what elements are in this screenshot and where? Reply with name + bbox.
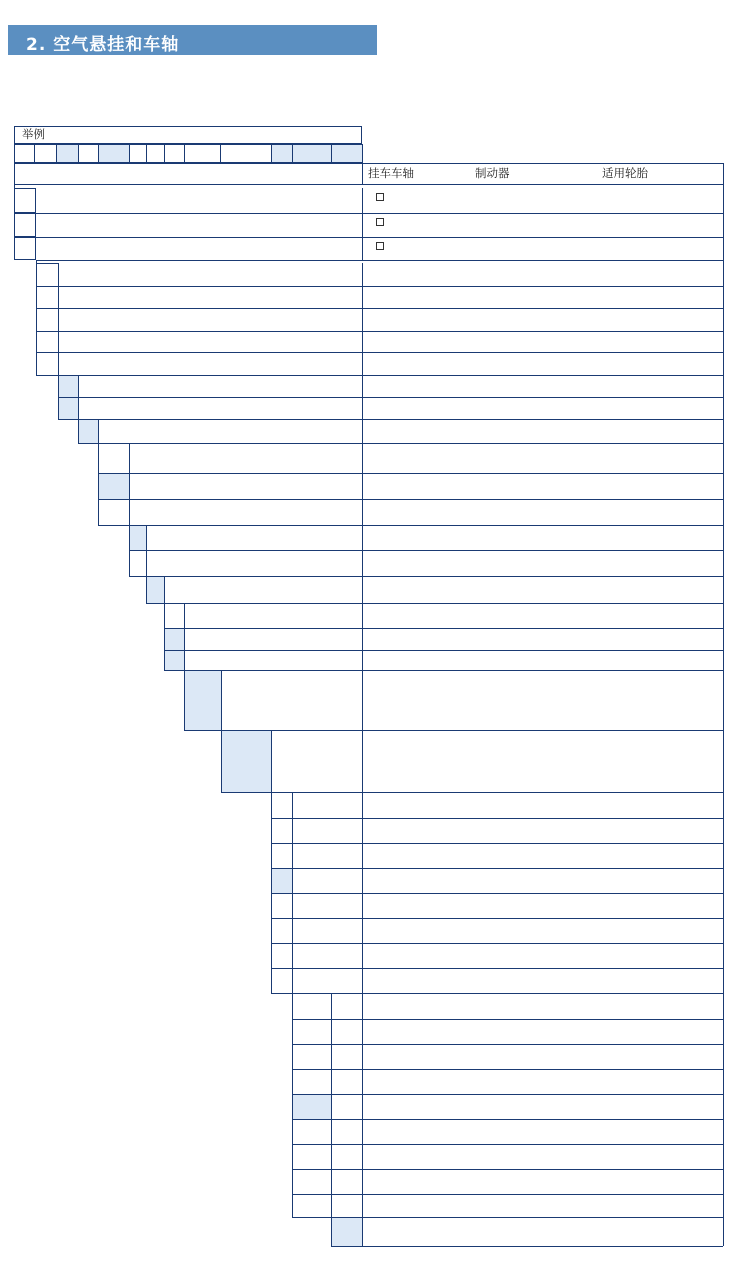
example-code-cell <box>14 144 35 163</box>
code-cell <box>292 1094 332 1120</box>
row-line <box>146 550 723 551</box>
code-cell <box>164 603 185 629</box>
row-line <box>129 499 723 500</box>
row-line <box>78 397 723 398</box>
code-cell <box>129 525 147 551</box>
example-code-cell <box>271 144 293 163</box>
code-cell <box>331 1217 363 1247</box>
code-cell <box>271 918 293 944</box>
row-line <box>292 918 723 919</box>
checkbox-icon <box>376 193 384 201</box>
row-line <box>331 1094 723 1095</box>
code-cell <box>271 943 293 969</box>
row-line <box>331 1194 723 1195</box>
row-line <box>184 650 723 651</box>
row-line <box>221 730 723 731</box>
code-cell <box>164 650 185 671</box>
row-line <box>78 419 723 420</box>
row-line <box>292 893 723 894</box>
row-line <box>331 1217 723 1218</box>
code-cell <box>292 1194 332 1218</box>
row-line <box>331 1019 723 1020</box>
code-cell <box>271 818 293 844</box>
row-line <box>271 792 723 793</box>
header-axle: 挂车车轴 <box>368 166 414 180</box>
example-code-cell <box>129 144 147 163</box>
example-code-cell <box>98 144 130 163</box>
code-cell <box>271 868 293 894</box>
header-bottom-line <box>14 184 723 185</box>
header-tyre: 适用轮胎 <box>602 166 648 180</box>
code-cell <box>129 550 147 577</box>
checkbox-icon <box>376 242 384 250</box>
row-line <box>184 628 723 629</box>
example-code-cell <box>331 144 363 163</box>
row-line <box>129 473 723 474</box>
example-code-cell <box>184 144 221 163</box>
code-cell <box>146 576 165 604</box>
code-cell <box>292 993 332 1020</box>
code-cell <box>36 308 59 332</box>
example-code-cell <box>220 144 272 163</box>
example-code-cell <box>56 144 79 163</box>
code-cell <box>36 331 59 353</box>
header-divider <box>362 163 363 184</box>
axle-row-line <box>36 213 723 214</box>
row-line <box>331 1144 723 1145</box>
example-code-cell <box>164 144 185 163</box>
code-cell <box>98 473 130 500</box>
code-cell <box>271 792 293 819</box>
row-line <box>58 375 723 376</box>
row-line <box>362 1246 723 1247</box>
row-line <box>292 993 723 994</box>
example-code-cell <box>34 144 57 163</box>
example-code-cell <box>78 144 99 163</box>
row-line <box>58 352 723 353</box>
code-cell <box>292 1044 332 1070</box>
axle-code-cell <box>14 213 36 237</box>
code-cell <box>292 1019 332 1045</box>
code-cell <box>271 843 293 869</box>
axle-row-line <box>36 260 723 261</box>
code-cell <box>221 730 272 793</box>
row-line <box>292 968 723 969</box>
code-cell <box>58 397 79 420</box>
example-code-cell <box>292 144 332 163</box>
code-cell <box>36 286 59 309</box>
code-cell <box>98 443 130 474</box>
row-line <box>98 443 723 444</box>
row-line <box>331 1169 723 1170</box>
desc-divider <box>362 263 363 1246</box>
code-cell <box>36 263 59 287</box>
row-line <box>184 670 723 671</box>
row-line <box>129 525 723 526</box>
code-cell <box>164 628 185 651</box>
row-line <box>331 1069 723 1070</box>
code-cell <box>271 968 293 994</box>
row-line <box>164 603 723 604</box>
axle-row-line <box>36 237 723 238</box>
row-line <box>146 576 723 577</box>
code-cell <box>292 1169 332 1195</box>
axle-code-cell <box>14 237 36 260</box>
header-top-line <box>14 163 723 164</box>
axle-code-cell <box>14 188 36 213</box>
code-cell <box>98 499 130 526</box>
code-cell <box>292 1069 332 1095</box>
row-line <box>58 286 723 287</box>
example-label: 举例 <box>22 127 45 141</box>
row-line <box>331 1044 723 1045</box>
checkbox-icon <box>376 218 384 226</box>
code-cell <box>292 1144 332 1170</box>
section-title: 2. 空气悬挂和车轴 <box>26 35 180 55</box>
section-title-banner <box>8 25 377 55</box>
right-edge <box>723 163 724 1246</box>
row-line <box>58 308 723 309</box>
code-cell <box>78 419 99 444</box>
code-cell <box>36 352 59 376</box>
example-code-cell <box>146 144 165 163</box>
header-brake: 制动器 <box>475 166 510 180</box>
row-line <box>292 868 723 869</box>
code-cell <box>58 375 79 398</box>
row-line <box>331 1119 723 1120</box>
code-cell <box>292 1119 332 1145</box>
axle-desc-divider <box>362 188 363 260</box>
code-cell <box>184 670 222 731</box>
example-label-box <box>14 126 362 144</box>
row-line <box>292 943 723 944</box>
row-line <box>292 843 723 844</box>
row-line <box>58 331 723 332</box>
code-cell <box>271 893 293 919</box>
row-line <box>292 818 723 819</box>
